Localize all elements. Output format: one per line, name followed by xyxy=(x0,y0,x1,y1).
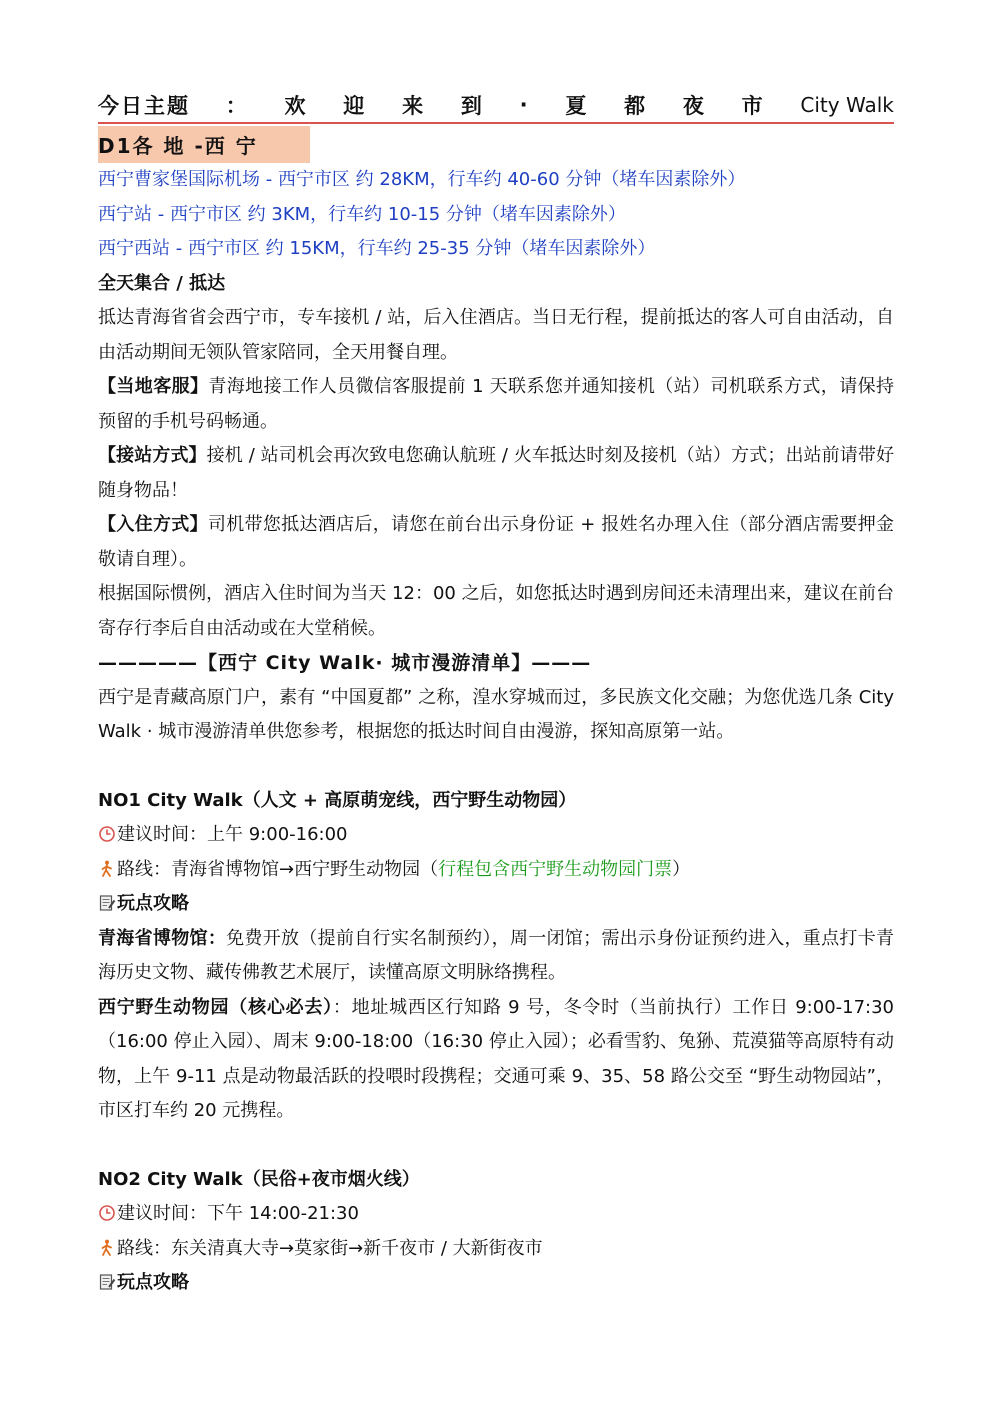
walk-route-highlight: 行程包含西宁野生动物园门票 xyxy=(438,858,673,880)
spot-museum xyxy=(98,922,894,991)
document-page xyxy=(98,88,894,1301)
notepad-icon xyxy=(98,894,116,912)
walk-guide-heading xyxy=(98,1266,894,1301)
walk-time-text: 建议时间：上午 9:00-16:00 xyxy=(117,824,348,845)
checkin-time-note: 根据国际惯例，酒店入住时间为当天 12：00 之后，如您抵达时遇到房间还未清理出来，建议在前台寄存行李后自由活动或在大堂稍候。 xyxy=(98,583,894,639)
citywalk-intro: 西宁是青藏高原门户，素有 “中国夏都” 之称，湟水穿城而过，多民族文化交融；为您优选几条 City Walk · 城市漫游清单供您参考，根据您的抵达时间自由漫游，探知高原第一站。 xyxy=(98,686,894,742)
spot-text: 免费开放（提前自行实名制预约），周一闭馆；需出示身份证预约进入，重点打卡青海历史文物、藏传佛教艺术展厅，读懂高原文明脉络携程。 xyxy=(98,927,895,983)
walk-guide-label: 玩点攻略 xyxy=(117,893,189,914)
walk-time xyxy=(98,818,894,853)
spot-name: 青海省博物馆： xyxy=(98,927,227,949)
title-part: 迎 xyxy=(343,94,367,118)
title-part: 都 xyxy=(624,94,648,118)
notepad-icon xyxy=(98,1273,116,1291)
note-tag: 【入住方式】 xyxy=(98,514,208,535)
intro-paragraph: 抵达青海省省会西宁市，专车接机 / 站，后入住酒店。当日无行程，提前抵达的客人可自由活动，自由活动期间无领队管家陪同，全天用餐自理。 xyxy=(98,307,894,363)
title-part: 来 xyxy=(402,94,426,118)
walk-time-text: 建议时间：下午 14:00-21:30 xyxy=(117,1203,359,1224)
title-part: 夜 xyxy=(682,94,706,118)
note-text: 青海地接工作人员微信客服提前 1 天联系您并通知接机（站）司机联系方式，请保持预留的手机号码畅通。 xyxy=(98,376,894,432)
title-part: 到 xyxy=(460,94,484,118)
walk-route-text: 路线：东关清真大寺→莫家街→新千夜市 / 大新街夜市 xyxy=(117,1237,543,1259)
walk-guide-label: 玩点攻略 xyxy=(117,1272,189,1293)
section-heading-all-day: 全天集合 / 抵达 xyxy=(98,272,226,294)
page-title xyxy=(98,88,894,124)
title-part: 欢 xyxy=(284,94,308,118)
note-local-service xyxy=(98,370,894,439)
spot-name: 西宁野生动物园（核心必去） xyxy=(98,996,333,1018)
citywalk-divider: —————【西宁 City Walk· 城市漫游清单】——— xyxy=(98,652,592,674)
clock-icon xyxy=(98,825,116,843)
transfer-airport: 西宁曹家堡国际机场 - 西宁市区 约 28KM，行车约 40-60 分钟（堵车因素除外） xyxy=(98,169,746,190)
walk-route-text: 路线：青海省博物馆→西宁野生动物园（ xyxy=(117,858,439,880)
walk-title: NO1 City Walk（人文 + 高原萌宠线，西宁野生动物园） xyxy=(98,789,577,811)
spot-zoo xyxy=(98,991,894,1129)
walk-route-suffix: ） xyxy=(672,858,691,880)
title-part: · xyxy=(519,93,530,117)
day-label: D1各 地 -西 宁 xyxy=(98,126,310,163)
note-tag: 【接站方式】 xyxy=(98,445,207,466)
title-part: 今日主题 xyxy=(98,94,190,118)
transfer-west-station: 西宁西站 - 西宁市区 约 15KM，行车约 25-35 分钟（堵车因素除外） xyxy=(98,238,656,259)
note-text: 司机带您抵达酒店后，请您在前台出示身份证 + 报姓名办理入住（部分酒店需要押金敬请自理）。 xyxy=(98,514,895,570)
title-part: 市 xyxy=(741,94,765,118)
walker-icon xyxy=(98,860,116,878)
note-pickup xyxy=(98,439,894,508)
clock-icon xyxy=(98,1204,116,1222)
walk-route xyxy=(98,853,894,888)
note-checkin xyxy=(98,508,894,577)
walk-guide-heading xyxy=(98,887,894,922)
walk-title: NO2 City Walk（民俗+夜市烟火线） xyxy=(98,1168,420,1190)
title-part: ： xyxy=(225,94,249,118)
title-part: 夏 xyxy=(565,94,589,118)
spot-text: ：地址城西区行知路 9 号，冬令时（当前执行）工作日 9:00-17:30（16:00 停止入园）、周末 9:00-18:00（16:30 停止入园）；必看雪豹、兔狲、荒漠猫等高原特有动物，上午 9-11 点是动物最活跃的投喂时段携程；交通可乘 9、35、58 路公交至 “野生动物园站”，市区打车约 20 元携程。 xyxy=(98,996,895,1121)
title-part-citywalk: City Walk xyxy=(800,93,894,117)
walker-icon xyxy=(98,1239,116,1257)
walk-time xyxy=(98,1197,894,1232)
transfer-station: 西宁站 - 西宁市区 约 3KM，行车约 10-15 分钟（堵车因素除外） xyxy=(98,203,626,225)
walk-route xyxy=(98,1232,894,1267)
note-text: 接机 / 站司机会再次致电您确认航班 / 火车抵达时刻及接机（站）方式；出站前请带好随身物品！ xyxy=(98,445,895,501)
note-tag: 【当地客服】 xyxy=(98,376,209,397)
